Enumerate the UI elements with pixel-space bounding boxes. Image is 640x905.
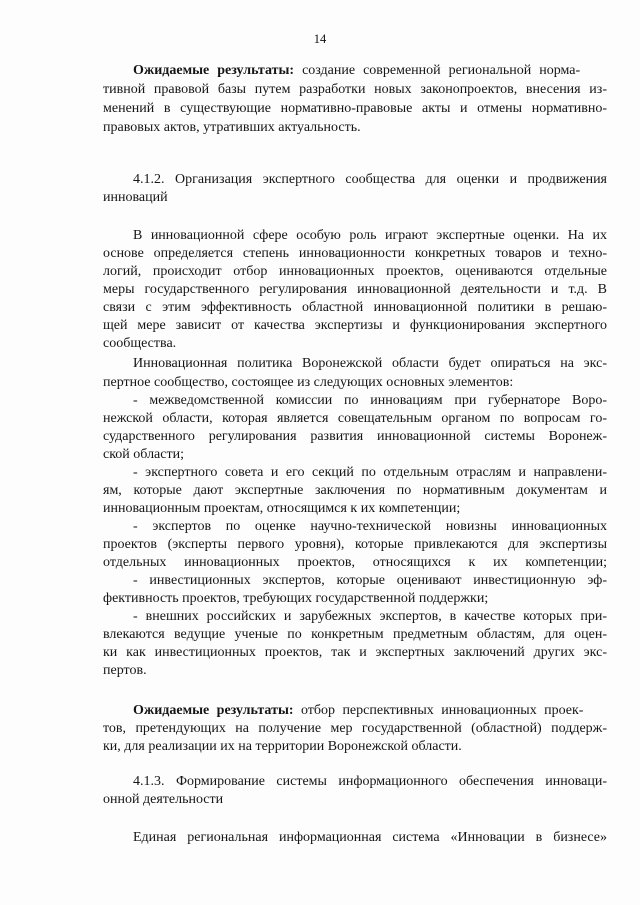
text-line: связи с этим эффективность областной инновационной политики в решаю- xyxy=(103,300,607,315)
text-line: тивной правовой базы путем разработки новых законопроектов, внесения из- xyxy=(103,82,607,97)
list-item: - экспертов по оценке научно-технической новизны инновационных xyxy=(133,519,607,534)
text-line: ки, для реализации их на территории Воронежской области. xyxy=(103,739,462,754)
text-line: тов, претендующих на получение мер государственной (областной) поддерж- xyxy=(103,721,607,736)
text-line: Инновационная политика Воронежской области будет опираться на экс- xyxy=(133,356,607,371)
section-heading: 4.1.3. Формирование системы информационного обеспечения инноваци- xyxy=(133,774,607,789)
page-number: 14 xyxy=(313,32,327,46)
text-line: основе определяется степень инновационности конкретных товаров и техно- xyxy=(103,246,607,261)
text-line: пертов. xyxy=(103,663,147,678)
list-item: - межведомственной комиссии по инновациям при губернаторе Воро- xyxy=(133,393,607,408)
results-label: Ожидаемые результаты: xyxy=(133,703,294,718)
text-line: инновационным проектам, относящимся к их компетенции; xyxy=(103,501,461,516)
text-line: В инновационной сфере особую роль играют экспертные оценки. На их xyxy=(133,228,607,243)
text-line: ям, которые дают экспертные заключения по нормативным документам и xyxy=(103,483,607,498)
text-line: меры государственного регулирования инновационной деятельности и т.д. В xyxy=(103,282,607,297)
text-line: фективность проектов, требующих государственной поддержки; xyxy=(103,591,489,606)
text-line: щей мере зависит от качества экспертизы и функционирования экспертного xyxy=(103,318,607,333)
text-line: Единая региональная информационная система «Инновации в бизнесе» xyxy=(133,830,607,845)
results-label: Ожидаемые результаты: xyxy=(133,63,295,78)
list-item: - экспертного совета и его секций по отдельным отраслям и направлени- xyxy=(133,465,607,480)
text-line: логий, происходит отбор инновационных проектов, оцениваются отдельные xyxy=(103,264,607,279)
section-heading: онной деятельности xyxy=(103,792,224,807)
text-line: менений в существующие нормативно-правовые акты и отмены нормативно- xyxy=(103,101,607,116)
text-line: влекаются ведущие ученые по конкретным предметным областям, для оцен- xyxy=(103,627,607,642)
section-heading: 4.1.2. Организация экспертного сообщества для оценки и продвижения xyxy=(133,172,607,187)
section-heading: инноваций xyxy=(103,190,168,205)
text-line: правовых актов, утративших актуальность. xyxy=(103,120,361,135)
list-item: - инвестиционных экспертов, которые оценивают инвестиционную эф- xyxy=(133,573,607,588)
text-line: сообщества. xyxy=(103,336,177,351)
text-line: сударственного регулирования развития инновационной системы Воронеж- xyxy=(103,429,607,444)
text-line: нежской области, которая является совещательным органом по вопросам го- xyxy=(103,411,607,426)
text-line: ской области; xyxy=(103,447,184,462)
results-line: Ожидаемые результаты: отбор перспективных инновационных проек- xyxy=(133,703,584,718)
text-line: пертное сообщество, состоящее из следующих основных элементов: xyxy=(103,375,514,390)
text-line: отдельных инновационных проектов, относящихся к их компетенции; xyxy=(103,555,607,570)
list-item: - внешних российских и зарубежных экспертов, в качестве которых при- xyxy=(133,609,607,624)
text-line: проектов (эксперты первого уровня), которые привлекаются для экспертизы xyxy=(103,537,607,552)
results-line: Ожидаемые результаты: создание современной региональной норма- xyxy=(133,63,581,78)
text-line: ки как инвестиционных проектов, так и экспертных заключений других экс- xyxy=(103,645,607,660)
